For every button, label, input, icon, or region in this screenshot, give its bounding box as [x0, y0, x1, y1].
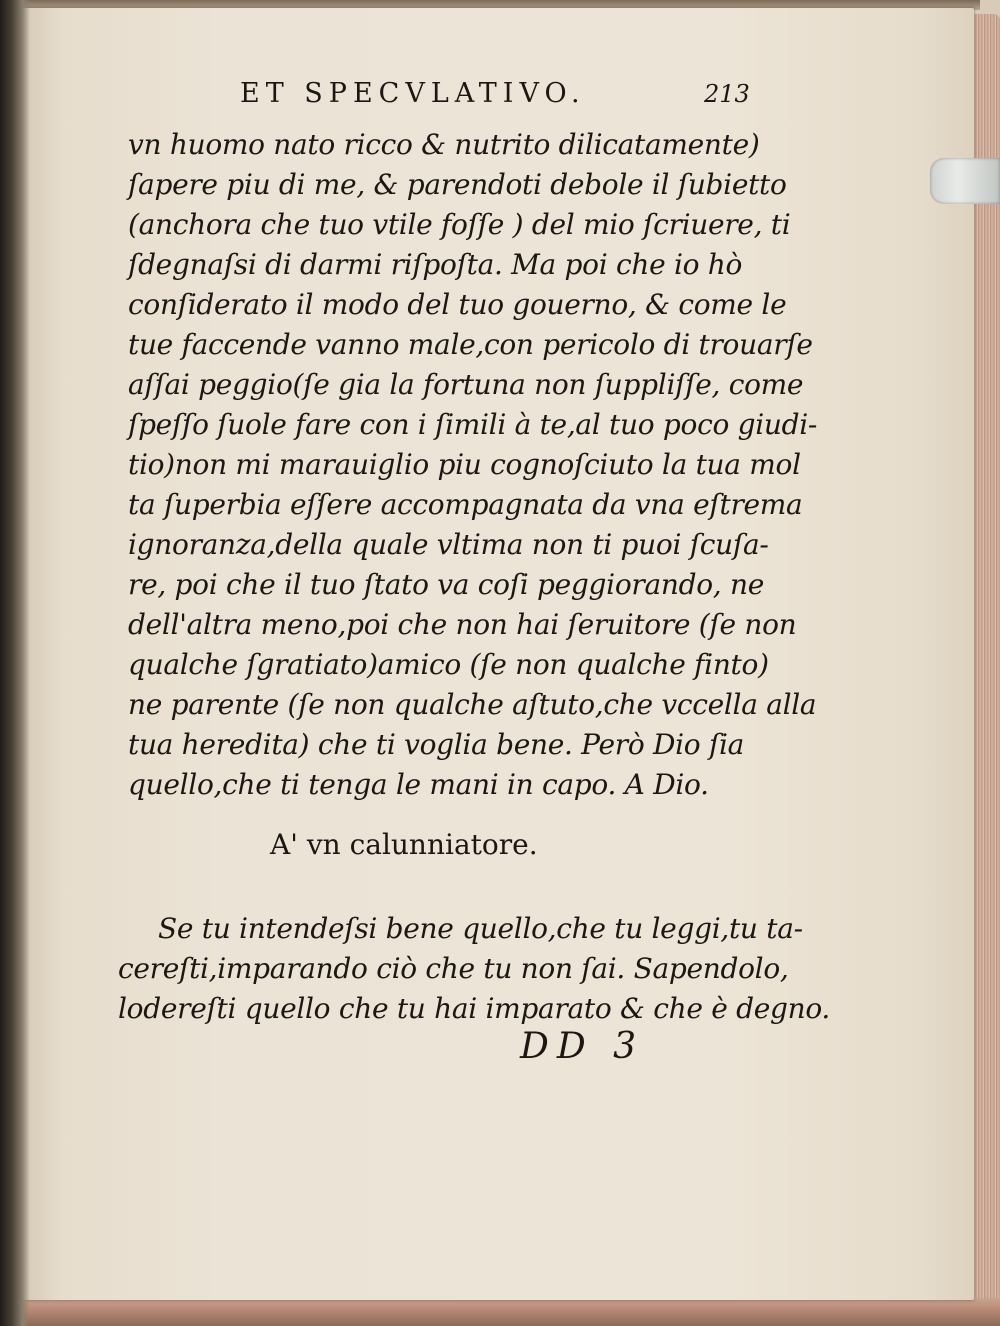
- body-line: re, poi che il tuo ſtato va coſi peggiorando, ne: [128, 568, 764, 601]
- body-line: tua heredita) che ti voglia bene. Però Dio ſia: [128, 728, 745, 761]
- body-line: conſiderato il modo del tuo gouerno, & come le: [128, 288, 787, 321]
- body-line: Se tu intendeſsi bene quello,che tu leggi,tu ta-: [158, 912, 803, 945]
- signature-mark: DD 3: [520, 1026, 645, 1067]
- body-line: cereſti,imparando ciò che tu non ſai. Sapendolo,: [118, 952, 789, 985]
- body-line: tue faccende vanno male,con pericolo di trouarſe: [128, 328, 813, 361]
- body-line: ne parente (ſe non qualche aſtuto,che vccella alla: [128, 688, 817, 721]
- body-line: aſſai peggio(ſe gia la fortuna non ſuppliſſe, come: [128, 368, 804, 401]
- page-tab: [930, 158, 1000, 204]
- body-line: ta ſuperbia eſſere accompagnata da vna eſtrema: [128, 488, 803, 521]
- page-number: 213: [704, 80, 750, 108]
- body-line: dell'altra meno,poi che non hai ſeruitore (ſe non: [128, 608, 797, 641]
- body-line: vn huomo nato ricco & nutrito dilicatamente): [128, 128, 760, 161]
- body-line: ſpeſſo ſuole fare con i ſimili à te,al tuo poco giudi-: [128, 408, 818, 441]
- body-line: ignoranza,della quale vltima non ti puoi ſcuſa-: [128, 528, 769, 561]
- body-line: lodereſti quello che tu hai imparato & che è degno.: [118, 992, 830, 1025]
- section-heading: A' vn calunniatore.: [270, 828, 538, 861]
- book-bottom-edge: [20, 1298, 1000, 1326]
- running-head: ET SPECVLATIVO.: [240, 78, 586, 109]
- body-line: tio)non mi marauiglio piu cognoſciuto la tua mol: [128, 448, 801, 481]
- body-line: ſdegnaſsi di darmi riſpoſta. Ma poi che io hò: [128, 248, 743, 281]
- book-gutter: [0, 0, 30, 1326]
- body-line: ſapere piu di me, & parendoti debole il ſubietto: [128, 168, 787, 201]
- body-line: (anchora che tuo vtile foſſe ) del mio ſcriuere, ti: [128, 208, 791, 241]
- body-line: qualche ſgratiato)amico (ſe non qualche finto): [128, 648, 769, 681]
- body-line: quello,che ti tenga le mani in capo. A Dio.: [128, 768, 709, 801]
